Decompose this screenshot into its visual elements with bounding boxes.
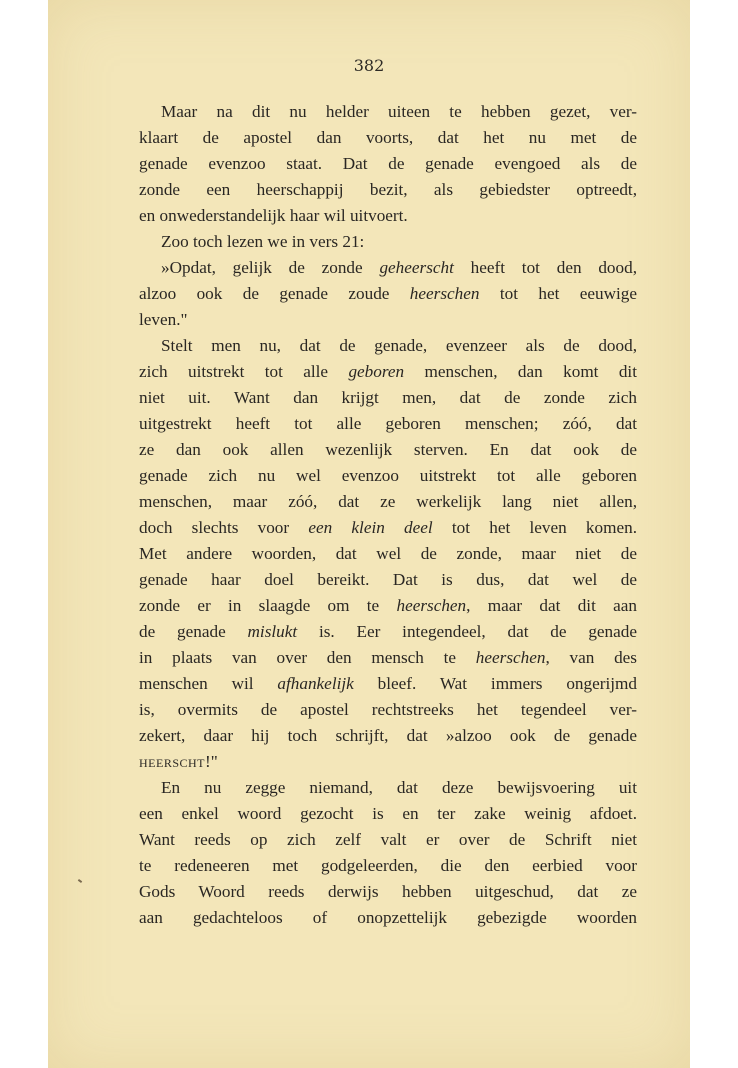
text-line: Want reeds op zich zelf valt er over de Schrift niet [139, 830, 637, 849]
text-line: niet uit. Want dan krijgt men, dat de zonde zich [139, 388, 637, 407]
body-text [139, 99, 637, 931]
text-line: menschen wil afhankelijk bleef. Wat immers ongerijmd [139, 674, 637, 693]
text-line: menschen, maar zóó, dat ze werkelijk lang niet allen, [139, 492, 637, 511]
text-line: zich uitstrekt tot alle geboren menschen, dan komt dit [139, 362, 637, 381]
text-line: genade haar doel bereikt. Dat is dus, dat wel de [139, 570, 637, 589]
text-line: Stelt men nu, dat de genade, evenzeer als de dood, [161, 336, 637, 355]
text-line: de genade mislukt is. Eer integendeel, dat de genade [139, 622, 637, 641]
text-line: doch slechts voor een klein deel tot het leven komen. [139, 518, 637, 537]
text-line: zonde er in slaagde om te heerschen, maar dat dit aan [139, 596, 637, 615]
text-line: Met andere woorden, dat wel de zonde, maar niet de [139, 544, 637, 563]
text-line: »Opdat, gelijk de zonde geheerscht heeft tot den dood, [161, 258, 637, 277]
text-line: genade evenzoo staat. Dat de genade evengoed als de [139, 154, 637, 173]
text-line: te redeneeren met godgeleerden, die den eerbied voor [139, 856, 637, 875]
text-line: leven." [139, 310, 188, 329]
text-line: aan gedachteloos of onopzettelijk gebezigde woorden [139, 908, 637, 927]
text-line: zonde een heerschappij bezit, als gebiedster optreedt, [139, 180, 637, 199]
text-line: ze dan ook allen wezenlijk sterven. En dat ook de [139, 440, 637, 459]
stray-mark [78, 879, 82, 883]
text-line: alzoo ook de genade zoude heerschen tot het eeuwige [139, 284, 637, 303]
text-line: een enkel woord gezocht is en ter zake weinig afdoet. [139, 804, 637, 823]
text-line: uitgestrekt heeft tot alle geboren menschen; zóó, dat [139, 414, 637, 433]
text-line: in plaats van over den mensch te heerschen, van des [139, 648, 637, 667]
text-line: klaart de apostel dan voorts, dat het nu met de [139, 128, 637, 147]
text-line: is, overmits de apostel rechtstreeks het tegendeel ver- [139, 700, 637, 719]
text-line: En nu zegge niemand, dat deze bewijsvoering uit [161, 778, 637, 797]
book-page [48, 0, 690, 1068]
text-line: heerscht!" [139, 752, 218, 771]
page-number: 382 [353, 56, 385, 75]
text-line: en onwederstandelijk haar wil uitvoert. [139, 206, 408, 225]
text-line: Gods Woord reeds derwijs hebben uitgeschud, dat ze [139, 882, 637, 901]
text-line: Zoo toch lezen we in vers 21: [161, 232, 365, 251]
text-line: zekert, daar hij toch schrijft, dat »alzoo ook de genade [139, 726, 637, 745]
text-line: Maar na dit nu helder uiteen te hebben gezet, ver- [161, 102, 637, 121]
text-line: genade zich nu wel evenzoo uitstrekt tot alle geboren [139, 466, 637, 485]
